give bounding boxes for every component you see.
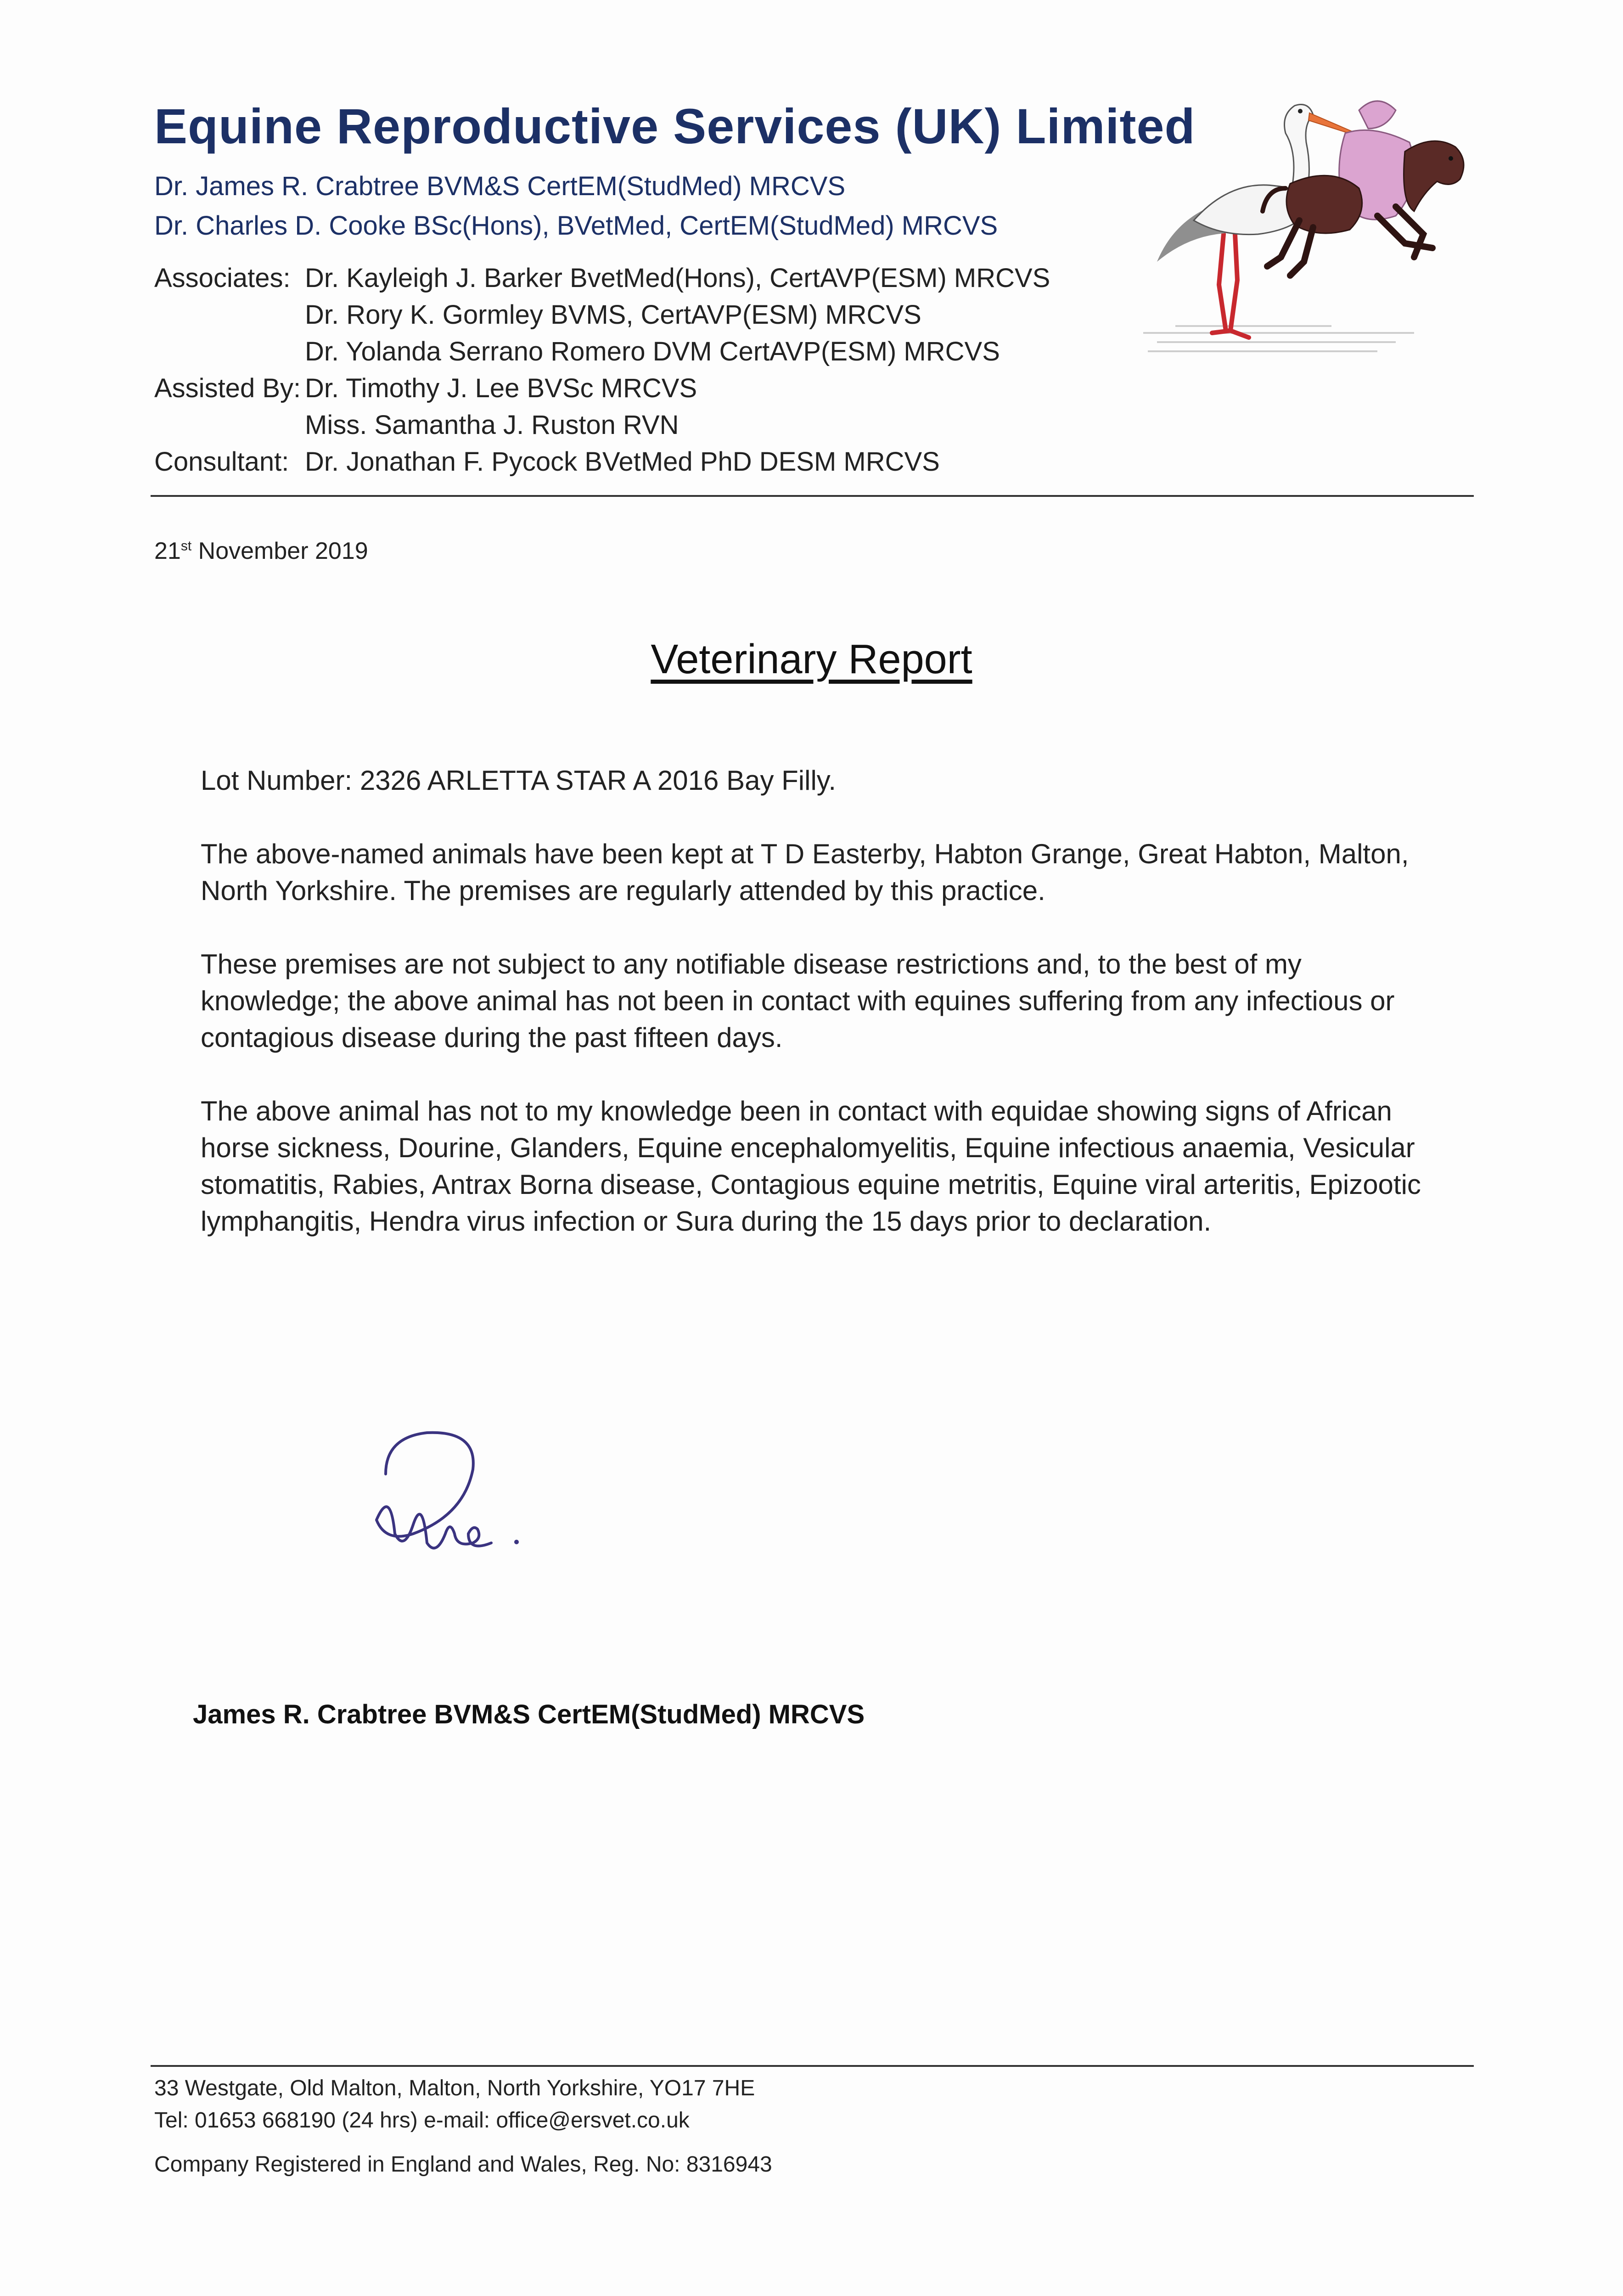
director-line: Dr. Charles D. Cooke BSc(Hons), BVetMed, CertEM(StudMed) MRCVS (154, 211, 998, 241)
associate-name: Dr. Yolanda Serrano Romero DVM CertAVP(ESM) MRCVS (305, 337, 1000, 366)
report-title: Veterinary Report (651, 636, 972, 682)
ground-shadow (1143, 326, 1414, 351)
stork-carrying-foal-logo (1139, 83, 1488, 358)
date-month-year: November 2019 (198, 538, 368, 564)
footer-address: 33 Westgate, Old Malton, Malton, North Yorkshire, YO17 7HE (154, 2076, 755, 2100)
footer-contact: Tel: 01653 668190 (24 hrs) e-mail: office@ersvet.co.uk (154, 2108, 690, 2133)
premises-paragraph: The above-named animals have been kept at T D Easterby, Habton Grange, Great Habton, Malton, North Yorkshire. The premises are regularly attended by this practice. (201, 838, 1409, 906)
associate-name: Dr. Kayleigh J. Barker BvetMed(Hons), CertAVP(ESM) MRCVS (305, 263, 1050, 293)
date-day: 21 (154, 538, 181, 564)
company-name: Equine Reproductive Services (UK) Limited (154, 98, 1196, 154)
stork-legs (1212, 234, 1249, 338)
date-suffix: st (180, 538, 192, 554)
handwritten-signature (358, 1419, 533, 1570)
header-divider (151, 495, 1474, 497)
assistant-name: Miss. Samantha J. Ruston RVN (305, 410, 679, 440)
lot-number-paragraph: Lot Number: 2326 ARLETTA STAR A 2016 Bay Filly. (201, 765, 836, 796)
assisted-by-label: Assisted By: (154, 373, 301, 403)
director-line: Dr. James R. Crabtree BVM&S CertEM(StudMed) MRCVS (154, 171, 846, 201)
footer-divider (151, 2065, 1474, 2067)
footer-registration: Company Registered in England and Wales, Reg. No: 8316943 (154, 2152, 772, 2177)
restrictions-paragraph: These premises are not subject to any notifiable disease restrictions and, to the best of my knowledge; the above animal has not been in contact with equines suffering from any infectious or contagious disease during the past fifteen days. (201, 949, 1395, 1053)
assistant-name: Dr. Timothy J. Lee BVSc MRCVS (305, 373, 697, 403)
consultant-name: Dr. Jonathan F. Pycock BVetMed PhD DESM MRCVS (305, 447, 940, 477)
consultant-label: Consultant: (154, 447, 289, 477)
bundle-knot (1359, 101, 1396, 129)
report-date (154, 537, 368, 565)
associate-name: Dr. Rory K. Gormley BVMS, CertAVP(ESM) MRCVS (305, 300, 921, 330)
signatory-name: James R. Crabtree BVM&S CertEM(StudMed) MRCVS (193, 1699, 865, 1729)
associates-label: Associates: (154, 263, 291, 293)
disease-contact-paragraph: The above animal has not to my knowledge been in contact with equidae showing signs of African horse sickness, Dourine, Glanders, Equine encephalomyelitis, Equine infectious anaemia, Vesicular stomatitis, Rabies, Antrax Borna disease, Contagious equine metritis, Equine viral arteritis, Epizootic lymphangitis, Hendra virus infection or Sura during the 15 days prior to declaration. (201, 1096, 1421, 1237)
